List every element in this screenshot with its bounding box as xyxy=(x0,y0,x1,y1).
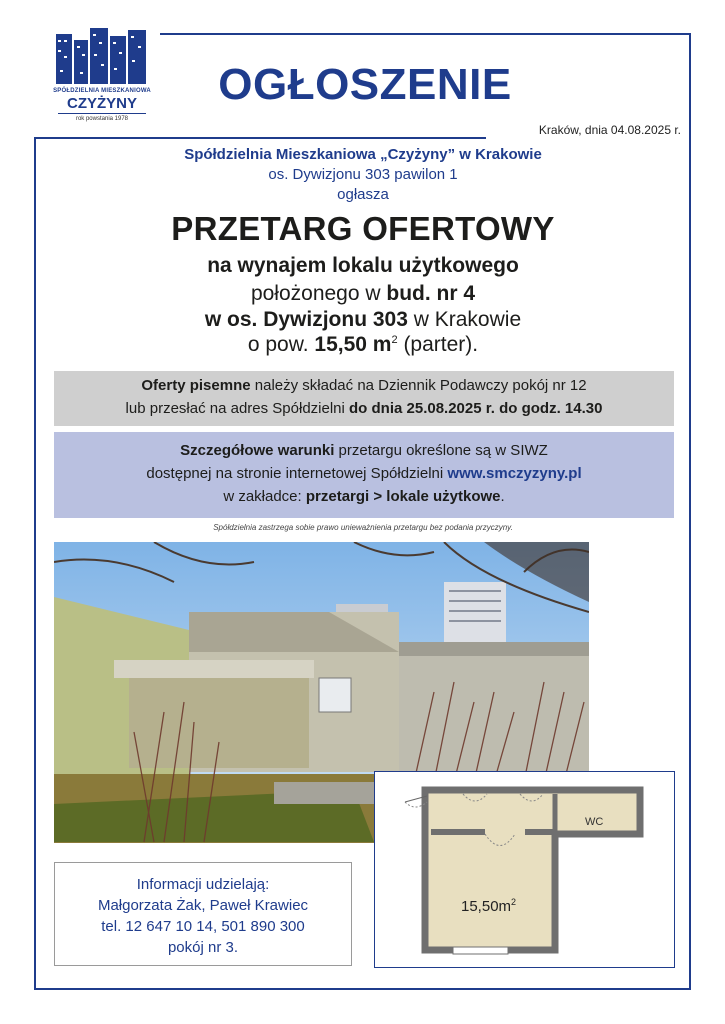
announces-text: ogłasza xyxy=(337,186,389,203)
website-link[interactable]: www.smczyzyny.pl xyxy=(447,465,582,482)
logo-divider xyxy=(58,113,146,114)
tender-line-2: położonego w bud. nr 4 xyxy=(250,282,476,305)
cooperative-logo xyxy=(52,26,150,130)
offers-box xyxy=(54,371,674,426)
frame-mid-line xyxy=(34,137,486,139)
logo-cooperative-label: SPÓŁDZIELNIA MIESZKANIOWA xyxy=(53,88,151,94)
tender-line-4: o pow. 15,50 $m^2$ (parter). xyxy=(247,333,479,356)
contact-box xyxy=(54,862,352,966)
frame-bottom-line xyxy=(34,988,691,990)
conditions-line-3: w zakładce: przetargi > lokale użytkowe. xyxy=(223,488,505,505)
tender-heading: PRZETARG OFERTOWY xyxy=(171,210,555,247)
conditions-line-1: Szczegółowe warunki przetargu określone są w SIWZ xyxy=(180,442,548,459)
disclaimer-text: Spółdzielnia zastrzega sobie prawo unieważnienia przetargu bez podania przyczyny. xyxy=(213,523,513,532)
organization-address: os. Dywizjonu 303 pawilon 1 xyxy=(268,166,458,183)
organization-name: Spółdzielnia Mieszkaniowa „Czyżyny” w Krakowie xyxy=(184,146,542,163)
plan-area-label: $15,50m^2$ xyxy=(461,897,517,915)
plan-wc-label: WC xyxy=(585,816,604,828)
conditions-box xyxy=(54,432,674,518)
contact-names: Małgorzata Żak, Paweł Krawiec xyxy=(97,897,309,914)
tender-line-1: na wynajem lokalu użytkowego xyxy=(207,254,519,277)
date-line: Kraków, dnia 04.08.2025 r. xyxy=(538,123,681,137)
logo-name: CZYŻYNY xyxy=(66,95,137,112)
conditions-line-2: dostępnej na stronie internetowej Spółdzielni www.smczyzyny.pl xyxy=(146,465,582,482)
contact-phones: tel. 12 647 10 14, 501 890 300 xyxy=(101,918,305,935)
offers-line-1: Oferty pisemne należy składać na Dziennik Podawczy pokój nr 12 xyxy=(141,377,587,394)
floor-plan xyxy=(374,771,675,968)
frame-top-line xyxy=(160,33,691,35)
tender-line-3: w os. Dywizjonu 303 w Krakowie xyxy=(204,308,522,331)
page-title: OGŁOSZENIE xyxy=(218,60,512,109)
contact-heading: Informacji udzielają: xyxy=(136,876,270,893)
contact-room: pokój nr 3. xyxy=(167,939,239,956)
offers-line-2: lub przesłać na adres Spółdzielni do dnia 25.08.2025 r. do godz. 14.30 xyxy=(125,400,603,417)
logo-founded: rok powstania 1978 xyxy=(75,116,129,122)
